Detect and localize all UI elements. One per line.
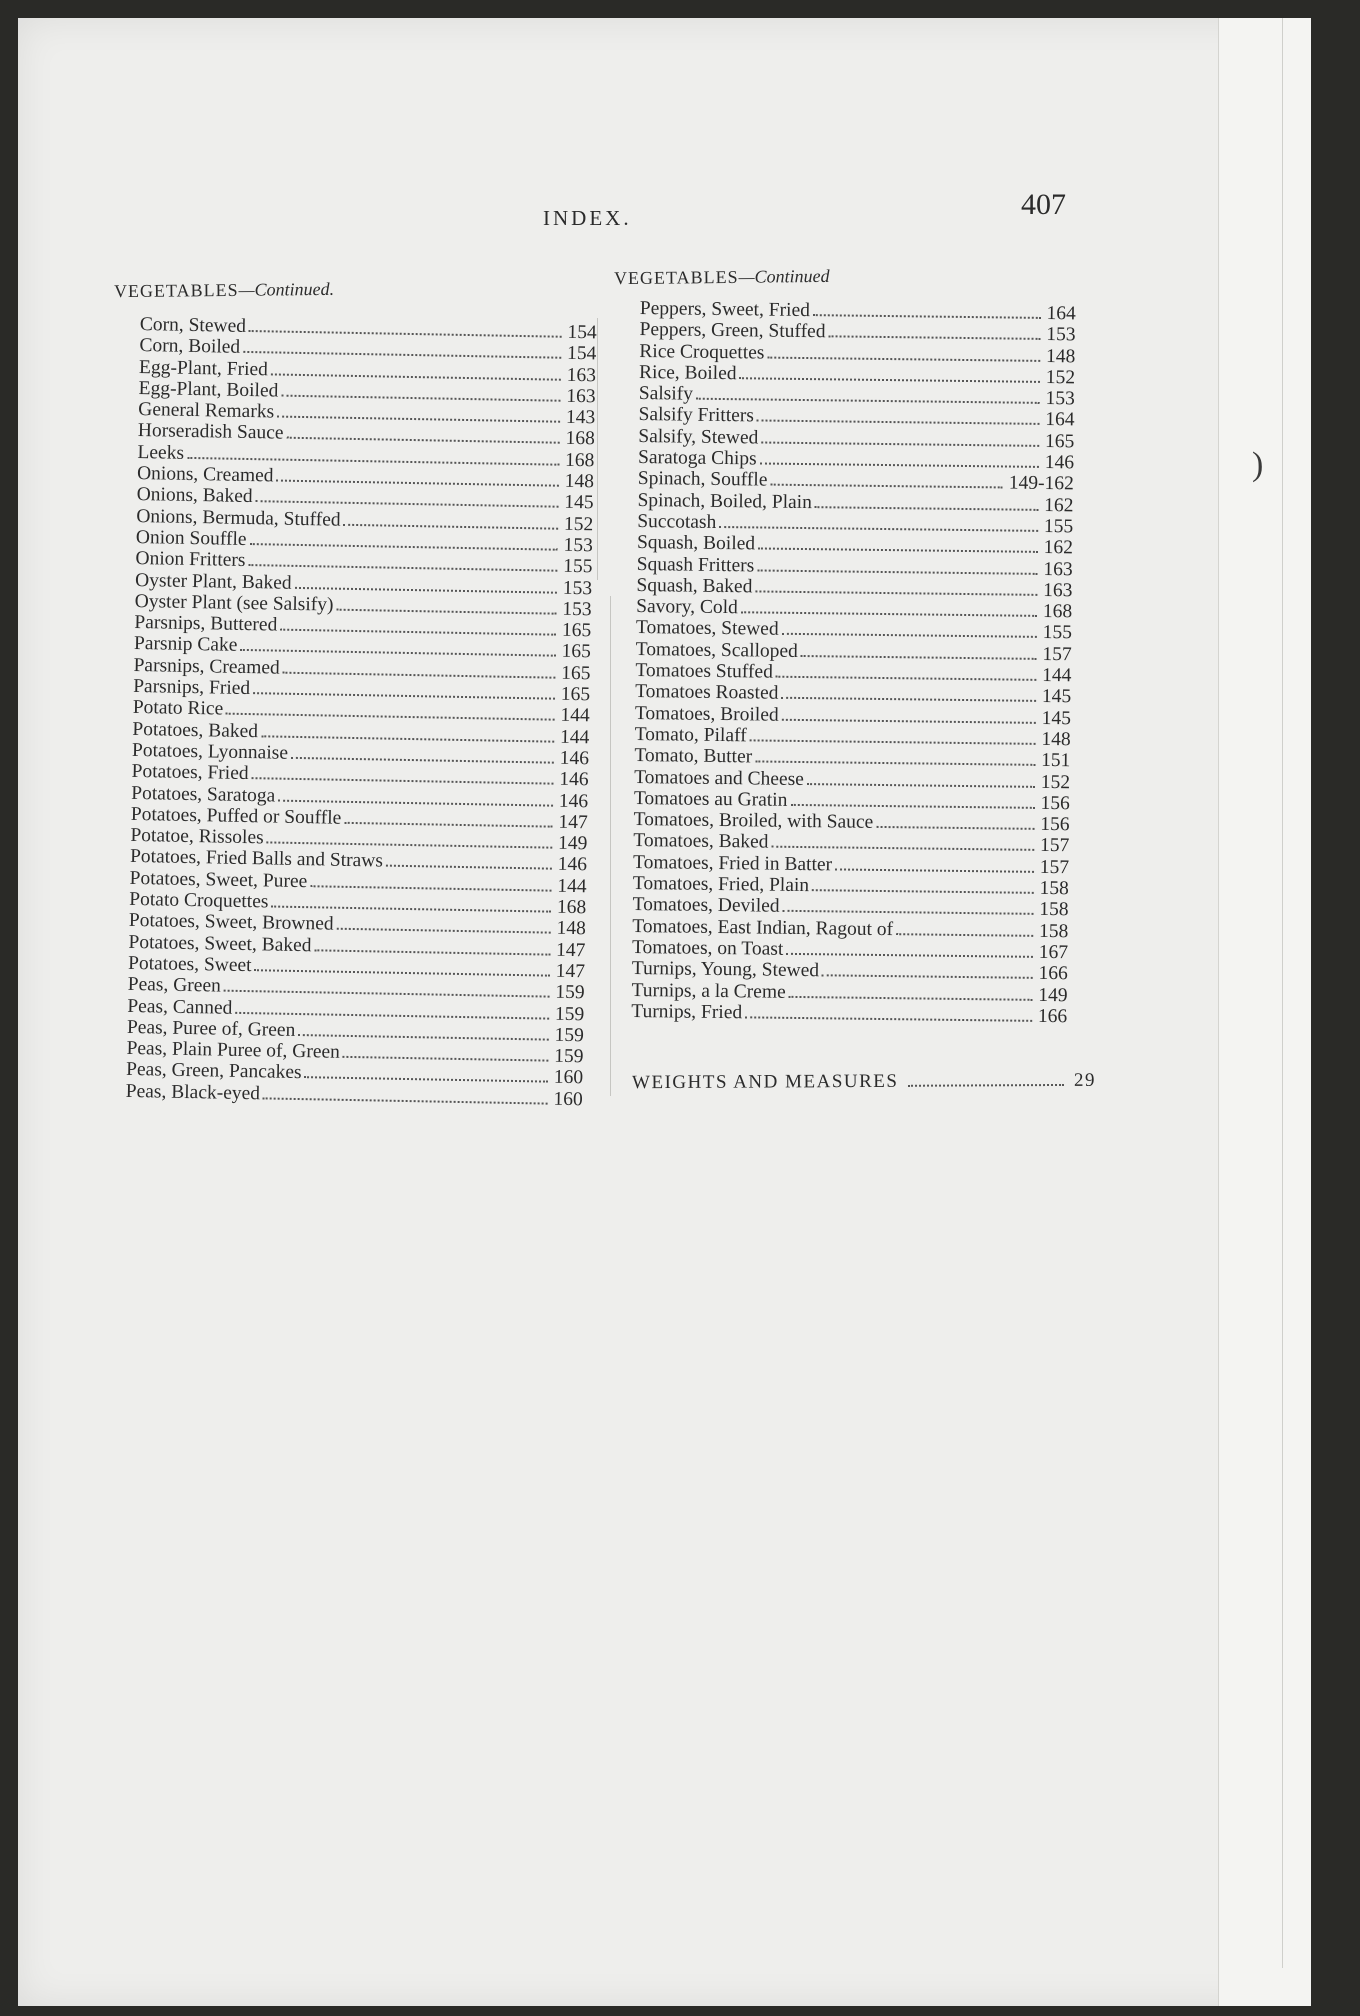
dot-leader <box>344 523 558 529</box>
dot-leader <box>291 757 554 764</box>
index-entry-page: 165 <box>561 662 591 685</box>
index-entry-page: 168 <box>556 896 587 919</box>
index-entry-label: Spinach, Souffle <box>637 468 768 491</box>
index-entry-label: Parsnip Cake <box>133 633 238 657</box>
index-entry-page: 144 <box>560 705 590 727</box>
index-entry-page: 144 <box>559 726 590 748</box>
index-entry-label: Peas, Puree of, Green <box>126 1016 296 1041</box>
index-entry-page: 167 <box>1038 941 1069 964</box>
index-entry-page: 155 <box>1043 515 1074 538</box>
index-entry-label: Potatoes, Sweet, Puree <box>129 867 308 892</box>
dot-leader <box>249 330 562 338</box>
index-entry-label: Tomatoes au Gratin <box>633 787 788 811</box>
index-entry-label: Onion Fritters <box>135 548 246 572</box>
dot-leader <box>254 969 549 976</box>
dot-leader <box>267 842 552 849</box>
index-entry-page: 160 <box>553 1088 583 1110</box>
index-entry-label: Potato Rice <box>132 697 224 720</box>
column-divider <box>610 596 611 1096</box>
index-entry-page: 146 <box>558 790 589 812</box>
index-entry-page: 164 <box>1046 302 1076 325</box>
index-entry-page: 152 <box>563 513 594 536</box>
dot-leader <box>277 416 560 423</box>
dot-leader <box>248 564 557 572</box>
index-entry-label: Tomatoes, Fried in Batter <box>632 851 833 876</box>
index-entry-page: 144 <box>557 875 587 897</box>
dot-leader <box>776 676 1036 681</box>
index-entry-label: Savory, Cold <box>636 596 739 619</box>
dot-leader <box>757 569 1037 574</box>
index-entry-label: Salsify, Stewed <box>638 425 759 449</box>
index-entry-page: 146 <box>1044 452 1075 474</box>
dot-leader <box>280 629 556 636</box>
margin-pencil-mark: ) <box>1252 446 1264 483</box>
index-entry-label: Turnips, Young, Stewed <box>631 958 820 982</box>
index-entry-page: 160 <box>553 1067 584 1089</box>
index-entry-label: Potatoes, Baked <box>132 718 259 742</box>
index-entry-page: 158 <box>1039 877 1069 900</box>
index-entry-page: 147 <box>555 960 586 983</box>
dot-leader <box>812 889 1033 894</box>
index-entry-label: Parsnips, Fried <box>132 675 251 700</box>
index-entry-page: 144 <box>1042 664 1072 687</box>
index-entry-page: 162 <box>1043 537 1074 559</box>
index-entry-page: 145 <box>1041 707 1072 729</box>
index-entry-label: Potatoes, Lyonnaise <box>131 739 289 764</box>
dot-leader <box>750 739 1036 744</box>
index-entry-page: 153 <box>563 534 594 557</box>
dot-leader <box>271 373 561 380</box>
index-entry-page: 148 <box>1045 345 1076 367</box>
index-entry-page: 163 <box>566 385 596 408</box>
index-entry-label: Oyster Plant (see Salsify) <box>134 590 334 616</box>
index-entry-page: 145 <box>1041 686 1072 708</box>
dot-leader <box>876 826 1034 830</box>
dot-leader <box>314 949 550 955</box>
dot-leader <box>310 885 551 891</box>
dot-leader <box>822 974 1032 979</box>
index-entry-page: 153 <box>562 577 593 599</box>
dot-leader <box>908 1084 1064 1087</box>
index-entry-label: Tomatoes, Stewed <box>635 617 779 641</box>
running-title: INDEX. <box>543 206 632 230</box>
index-entry-page: 165 <box>561 641 592 663</box>
index-entry-page: 149 <box>557 832 588 855</box>
index-entry-label: Rice Croquettes <box>639 340 765 364</box>
index-entry-label: Egg-Plant, Fried <box>138 356 269 380</box>
dot-leader <box>336 609 556 615</box>
index-entry-page: 29 <box>1073 1069 1097 1091</box>
index-entry-page: 156 <box>1040 814 1070 836</box>
index-entry-label: Potatoes, Sweet <box>127 952 252 977</box>
dot-leader <box>253 692 555 700</box>
dot-leader <box>771 846 1034 851</box>
index-entry <box>631 1001 1067 1028</box>
dot-leader <box>801 655 1037 660</box>
index-entry-page: 159 <box>554 1045 584 1068</box>
index-entry-page: 147 <box>555 939 586 961</box>
dot-leader <box>755 761 1035 766</box>
index-entry-label: Horseradish Sauce <box>137 420 284 445</box>
dot-leader <box>336 928 550 934</box>
index-entry-page: 153 <box>562 598 592 621</box>
index-entry-page: 168 <box>564 449 595 472</box>
index-entry-page: 166 <box>1037 1005 1068 1028</box>
index-entry-label: Tomatoes, Broiled <box>634 702 779 726</box>
left-column-heading <box>114 279 334 302</box>
index-entry-label: Potatoes, Puffed or Souffle <box>130 803 342 829</box>
index-entry-label: Squash Fritters <box>636 553 755 576</box>
index-entry-label: Tomatoes, Baked <box>633 830 769 854</box>
dot-leader <box>224 990 550 998</box>
dot-leader <box>807 783 1035 788</box>
index-entry-page: 146 <box>559 768 589 791</box>
index-entry-label: Onions, Baked <box>136 484 253 508</box>
index-entry-page: 154 <box>566 343 597 365</box>
index-entry-page: 146 <box>559 747 590 770</box>
dot-leader <box>226 713 554 721</box>
index-entry-label: Tomatoes and Cheese <box>634 766 805 790</box>
index-entry-page: 147 <box>558 811 588 834</box>
index-entry-label: Parsnips, Creamed <box>133 654 280 679</box>
dot-leader <box>790 804 1034 809</box>
index-entry-page: 165 <box>1044 430 1075 453</box>
index-entry-page: 163 <box>566 364 597 386</box>
dot-leader <box>255 501 558 509</box>
right-column-heading <box>614 266 830 289</box>
index-entry-label: Tomatoes, East Indian, Ragout of <box>632 915 894 940</box>
index-entry-label: Spinach, Boiled, Plain <box>637 489 813 513</box>
index-entry-label: Tomatoes, Broiled, with Sauce <box>633 809 874 834</box>
dot-leader <box>304 1077 547 1083</box>
index-entry-page: 162 <box>1044 494 1074 516</box>
left-index-column <box>126 314 597 1110</box>
dot-leader <box>757 420 1039 425</box>
index-entry-page: 156 <box>1040 792 1070 815</box>
index-entry-page: 154 <box>567 321 597 344</box>
index-entry-label: Oyster Plant, Baked <box>134 569 292 594</box>
dot-leader <box>896 933 1033 937</box>
dot-leader <box>760 463 1039 468</box>
index-entry-label: Potatoe, Rissoles <box>130 825 264 849</box>
dot-leader <box>249 543 557 551</box>
index-entry-label: Tomatoes, on Toast <box>631 936 784 960</box>
dot-leader <box>240 649 555 657</box>
left-heading-text: VEGETABLES <box>113 279 239 302</box>
dot-leader <box>783 910 1034 915</box>
index-entry-label: Potatoes, Fried <box>131 761 249 785</box>
index-entry-label: Salsify Fritters <box>638 404 755 427</box>
right-heading-suffix: —Continued <box>738 265 830 287</box>
dot-leader <box>740 377 1040 383</box>
index-entry-page: 148 <box>564 470 595 493</box>
dot-leader <box>278 799 553 806</box>
index-entry-page: 153 <box>1046 324 1076 346</box>
dot-leader <box>298 1034 548 1041</box>
dot-leader <box>781 697 1036 702</box>
weights-and-measures-entry <box>632 1070 1096 1094</box>
right-index-column <box>631 298 1076 1027</box>
index-entry-label: Onions, Bermuda, Stuffed <box>136 505 341 531</box>
index-entry-label: Corn, Stewed <box>139 314 247 337</box>
index-entry-label: Peas, Canned <box>127 995 233 1019</box>
index-entry-label: Onion Souffle <box>135 526 247 550</box>
index-entry-label: Tomato, Butter <box>634 745 753 768</box>
dot-leader <box>295 586 557 593</box>
dot-leader <box>782 633 1037 638</box>
dot-leader <box>276 480 558 487</box>
index-entry-label: Peas, Plain Puree of, Green <box>126 1037 341 1063</box>
index-entry-page: 145 <box>564 492 594 514</box>
index-entry-label: Potatoes, Saratoga <box>131 782 276 807</box>
dot-leader <box>386 865 552 870</box>
index-entry-page: 166 <box>1038 963 1068 985</box>
dot-leader <box>758 548 1038 553</box>
index-entry-label: Tomatoes, Deviled <box>632 894 780 918</box>
index-entry-page: 143 <box>565 407 596 429</box>
index-entry-label: Potato Croquettes <box>129 888 269 913</box>
index-entry-label: WEIGHTS AND MEASURES <box>631 1070 899 1094</box>
dot-leader <box>835 868 1034 872</box>
dot-leader <box>786 953 1032 958</box>
index-entry-label: Potatoes, Fried Balls and Straws <box>129 846 384 872</box>
dot-leader <box>813 314 1041 319</box>
index-entry-label: Salsify <box>638 383 694 405</box>
dot-leader <box>261 735 554 742</box>
index-entry-page: 148 <box>556 918 586 940</box>
index-entry-page: 158 <box>1038 920 1069 942</box>
dot-leader <box>789 995 1033 1000</box>
dot-leader <box>696 398 1040 404</box>
dot-leader <box>770 484 1002 489</box>
dot-leader <box>719 526 1038 532</box>
index-entry-page: 168 <box>565 428 595 450</box>
dot-leader <box>745 1016 1032 1022</box>
dot-leader <box>263 1097 547 1104</box>
dot-leader <box>782 718 1036 723</box>
column-divider <box>597 318 598 580</box>
index-entry-label: Tomatoes, Fried, Plain <box>632 872 810 897</box>
index-entry-page: 159 <box>554 1024 585 1047</box>
index-entry-label: Parsnips, Buttered <box>134 612 278 636</box>
dot-leader <box>286 437 559 444</box>
index-entry-page: 163 <box>1043 579 1073 602</box>
index-entry-page: 149-162 <box>1008 472 1074 495</box>
index-entry-page: 152 <box>1040 771 1071 793</box>
index-entry-label: Peas, Black-eyed <box>125 1080 261 1105</box>
index-entry-label: Rice, Boiled <box>638 361 737 385</box>
dot-leader <box>251 777 553 785</box>
index-entry-label: Saratoga Chips <box>637 447 757 470</box>
index-entry-label: Tomatoes, Scalloped <box>635 638 799 662</box>
dot-leader <box>343 1056 548 1062</box>
index-entry-label: Potatoes, Sweet, Browned <box>128 910 334 935</box>
dot-leader <box>755 590 1037 595</box>
index-entry-page: 158 <box>1039 899 1069 921</box>
index-entry-page: 146 <box>557 854 588 876</box>
dot-leader <box>243 351 561 359</box>
dot-leader <box>281 394 560 401</box>
index-entry-label: Peas, Green, Pancakes <box>125 1059 302 1084</box>
index-entry-page: 164 <box>1045 409 1075 431</box>
right-heading-text: VEGETABLES <box>613 266 739 289</box>
dot-leader <box>828 336 1040 341</box>
index-entry-label: General Remarks <box>138 399 275 423</box>
dot-leader <box>344 822 552 828</box>
index-entry-label: Onions, Creamed <box>136 463 274 487</box>
index-entry-page: 155 <box>1042 622 1073 644</box>
index-entry-label: Squash, Boiled <box>636 532 756 555</box>
dot-leader <box>761 441 1039 446</box>
index-entry-label: Succotash <box>637 510 717 533</box>
index-entry-page: 165 <box>560 683 591 706</box>
index-entry-page: 152 <box>1045 366 1076 389</box>
index-entry-page: 151 <box>1040 750 1071 772</box>
index-entry-page: 155 <box>563 556 593 578</box>
dot-leader <box>767 356 1040 361</box>
page-number: 407 <box>1021 188 1066 221</box>
index-entry-page: 157 <box>1039 835 1070 857</box>
index-entry-page: 165 <box>561 619 592 642</box>
dot-leader <box>283 671 556 678</box>
page-edge-shadow <box>1218 18 1311 2006</box>
book-page <box>18 18 1310 2006</box>
dot-leader <box>815 506 1038 511</box>
index-entry-page: 159 <box>555 981 585 1004</box>
index-entry-label: Peppers, Green, Stuffed <box>639 319 826 343</box>
index-entry-label: Tomatoes Stuffed <box>635 660 774 683</box>
index-entry-label: Peppers, Sweet, Fried <box>639 298 811 322</box>
index-entry-page: 149 <box>1038 984 1068 1006</box>
index-entry-label: Turnips, Fried <box>631 1000 743 1024</box>
left-heading-suffix: —Continued. <box>238 278 335 300</box>
index-entry-page: 153 <box>1045 388 1075 410</box>
index-entry-page: 168 <box>1042 601 1073 623</box>
dot-leader <box>271 906 551 913</box>
index-entry-label: Corn, Boiled <box>139 335 241 359</box>
index-entry-label: Potatoes, Sweet, Baked <box>128 931 312 956</box>
index-entry-label: Egg-Plant, Boiled <box>138 377 279 402</box>
index-entry-label: Tomatoes Roasted <box>635 681 779 705</box>
page-edge-line <box>1282 18 1283 1968</box>
index-entry-label: Leeks <box>137 441 185 464</box>
index-entry-page: 148 <box>1041 728 1071 751</box>
dot-leader <box>741 611 1037 617</box>
index-entry-label: Squash, Baked <box>636 574 753 598</box>
index-entry-page: 163 <box>1043 558 1073 580</box>
index-entry-label: Turnips, a la Creme <box>631 979 786 1003</box>
index-entry-label: Peas, Green <box>127 974 222 997</box>
dot-leader <box>235 1011 549 1019</box>
index-entry-page: 157 <box>1039 856 1070 879</box>
index-entry-page: 159 <box>554 1003 585 1025</box>
index-entry-page: 157 <box>1042 643 1072 666</box>
index-entry-label: Tomato, Pilaff <box>634 723 747 747</box>
